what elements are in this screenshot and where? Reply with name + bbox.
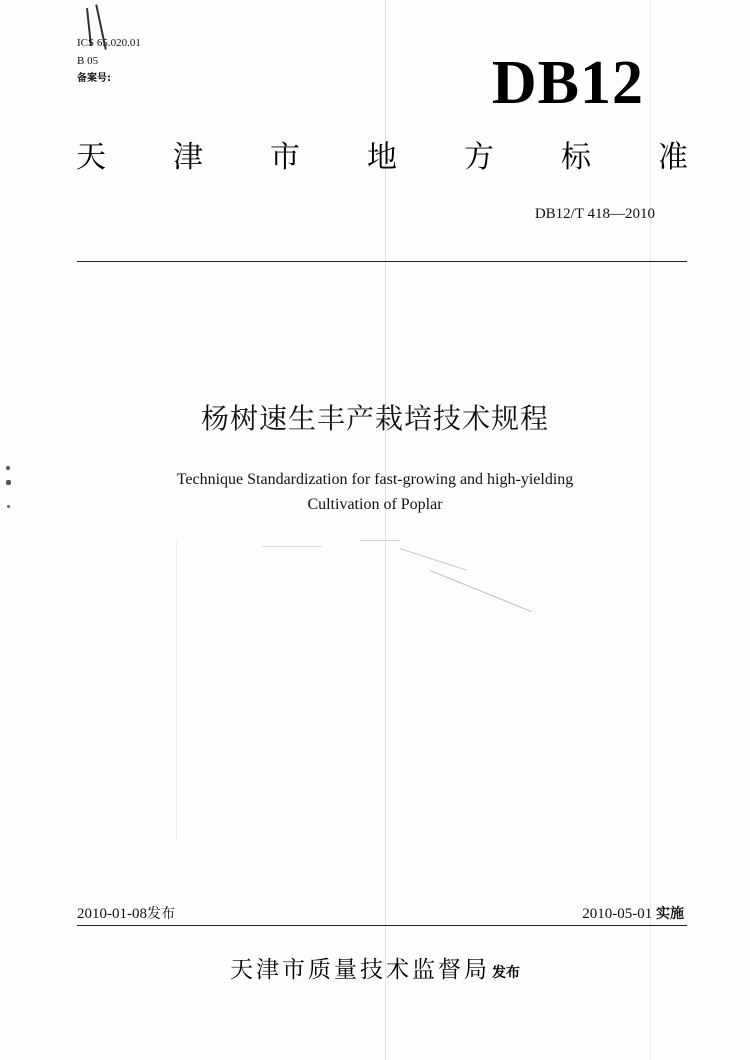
title-en-line: Cultivation of Poplar [307,496,443,513]
document-title-en [0,467,750,517]
standard-type-char: 地 [367,140,397,175]
issue-date-suffix: 发布 [147,906,175,922]
issue-date-value: 2010-01-08 [77,906,147,922]
scan-artifact-line [400,548,467,571]
ics-code: ICS 65.020.01 [77,37,141,49]
scan-artifact-line [360,540,400,541]
filing-number-label: 备案号: [77,73,111,84]
title-en-line: Technique Standardization for fast-growing and high-yielding [176,471,574,488]
standard-type-char: 标 [561,140,591,175]
standard-type-char: 市 [270,140,300,175]
implementation-date [582,904,684,924]
scan-artifact-line [430,570,532,612]
implementation-date-suffix: 实施 [656,906,684,922]
footer-divider [77,925,687,926]
issuer-name: 天津市质量技术监督局 [230,957,490,983]
ccs-code: B 05 [77,55,99,67]
standard-number: DB12/T 418—2010 [534,206,655,222]
standard-type-char: 天 [76,140,106,175]
implementation-date-value: 2010-05-01 [582,906,653,922]
document-title-zh: 杨树速生丰产栽培技术规程 [200,402,549,435]
issue-date [77,904,175,924]
db12-logo: DB12 [491,49,644,117]
header-divider [77,261,687,262]
standard-type-heading [76,136,688,180]
standard-type-char: 方 [464,140,494,175]
issuer-suffix: 发布 [492,965,520,981]
scan-artifact-line [262,546,322,547]
scan-artifact-line [176,540,177,840]
issuing-authority [0,952,750,991]
standard-type-char: 准 [658,140,688,175]
standard-type-char: 津 [173,140,203,175]
